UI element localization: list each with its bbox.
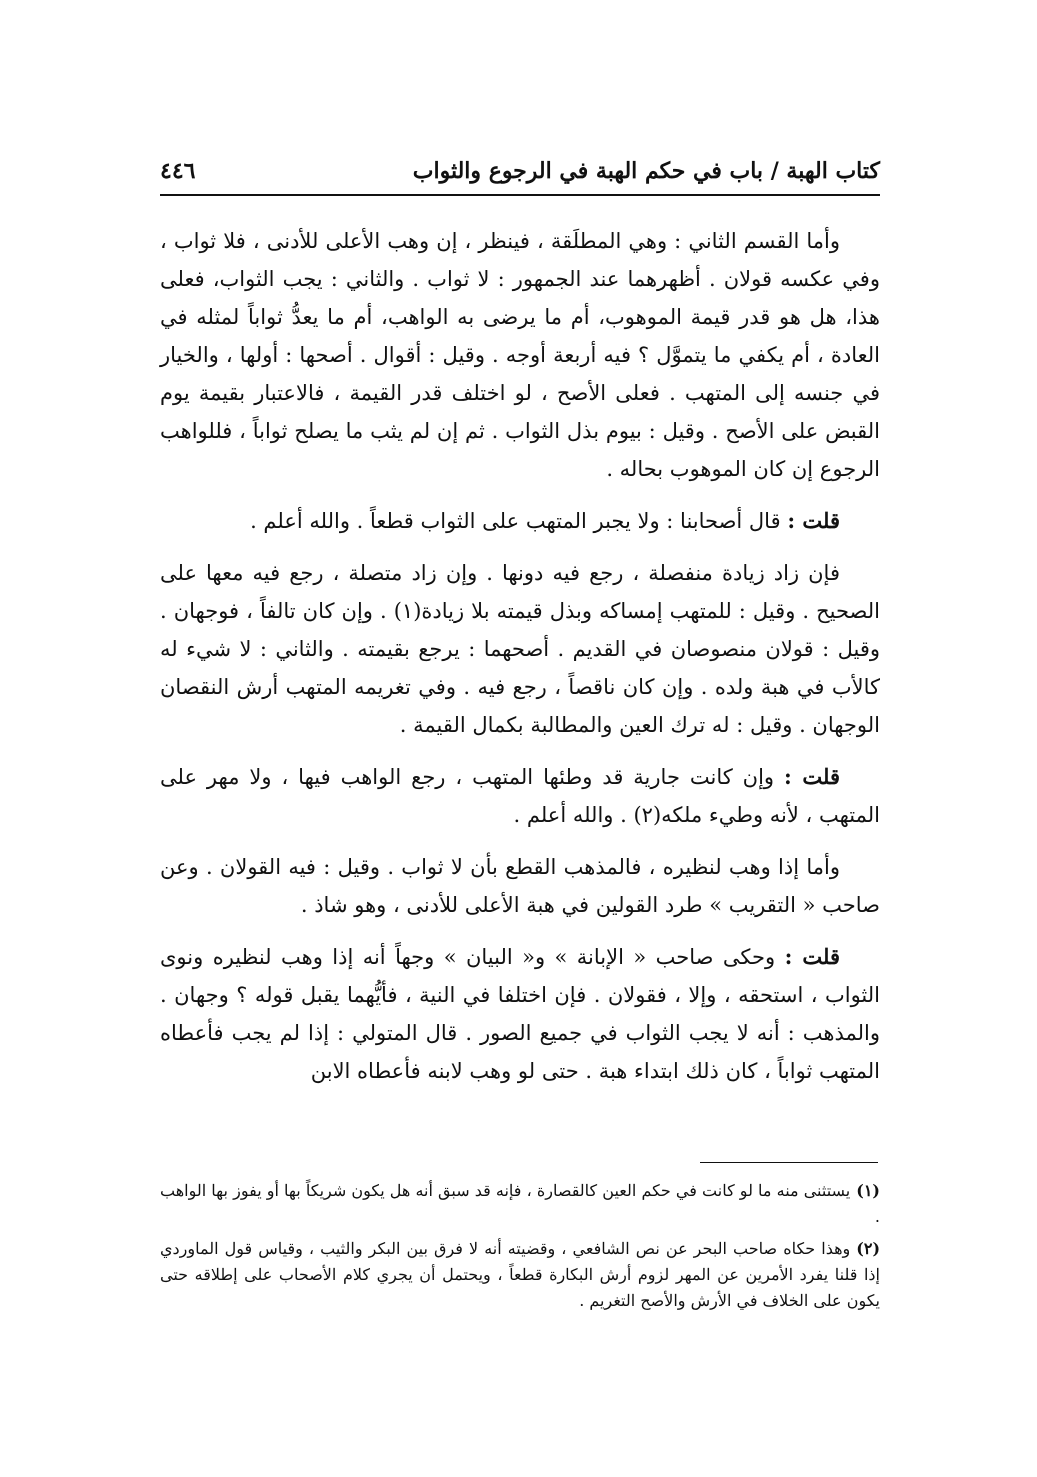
paragraph: فإن زاد زيادة منفصلة ، رجع فيه دونها . وإن زاد متصلة ، رجع فيه معها على الصحيح . وقيل : للمتهب إمساكه وبذل قيمته بلا زيادة(١) . وإن كان تالفاً ، فوجهان . وقيل : قولان منصوصان في القديم . أصحهما : يرجع بقيمته . والثاني : لا شيء له كالأب في هبة ولده . وإن كان ناقصاً ، رجع فيه . وفي تغريمه المتهب أرش النقصان الوجهان . وقيل : له ترك العين والمطالبة بكمال القيمة . xyxy=(160,561,880,737)
footnote-text: وهذا حكاه صاحب البحر عن نص الشافعي ، وقضيته أنه لا فرق بين البكر والثيب ، وقياس قول الماوردي إذا قلنا يفرد الأمرين عن المهر لزوم أرش البكارة قطعاً ، ويحتمل أن يجري كلام الأصحاب على إطلاقه حتى يكون على الخلاف في الأرش والأصح التغريم . xyxy=(160,1239,880,1310)
footnote-number: (١) xyxy=(856,1181,880,1200)
footnote-text: يستثنى منه ما لو كانت في حكم العين كالقصارة ، فإنه قد سبق أنه هل يكون شريكاً بها أو يفوز بها الواهب . xyxy=(160,1181,880,1226)
page-number: ٤٤٦ xyxy=(160,158,196,184)
paragraph: قلت : وإن كانت جارية قد وطئها المتهب ، رجع الواهب فيها ، ولا مهر على المتهب ، لأنه وطيء ملكه(٢) . والله أعلم . xyxy=(160,764,880,827)
footnote-rule xyxy=(700,1162,878,1163)
main-text xyxy=(160,222,880,1090)
qultu-label: قلت : xyxy=(787,508,840,533)
running-title: كتاب الهبة / باب في حكم الهبة في الرجوع والثواب xyxy=(412,158,880,184)
paragraph: قلت : قال أصحابنا : ولا يجبر المتهب على الثواب قطعاً . والله أعلم . xyxy=(250,508,840,533)
footnote-number: (٢) xyxy=(856,1239,881,1258)
qultu-label: قلت : xyxy=(784,764,840,789)
footnotes xyxy=(160,1178,880,1320)
footnote xyxy=(160,1236,880,1314)
paragraph: قلت : وحكى صاحب « الإبانة » و« البيان » وجهاً أنه إذا وهب لنظيره ونوى الثواب ، استحقه ، وإلا ، فقولان . فإن اختلفا في النية ، فأيُّهما يقبل قوله ؟ وجهان . والمذهب : أنه لا يجب الثواب في جميع الصور . قال المتولي : إذا لم يجب فأعطاه المتهب ثواباً ، كان ذلك ابتداء هبة . حتى لو وهب لابنه فأعطاه الابن xyxy=(160,944,880,1083)
footnote xyxy=(160,1178,880,1230)
page-header xyxy=(160,150,880,192)
qultu-label: قلت : xyxy=(784,944,840,969)
header-rule xyxy=(160,194,880,196)
paragraph: وأما إذا وهب لنظيره ، فالمذهب القطع بأن لا ثواب . وقيل : فيه القولان . وعن صاحب « التقريب » طرد القولين في هبة الأعلى للأدنى ، وهو شاذ . xyxy=(160,855,880,917)
paragraph: وأما القسم الثاني : وهي المطلَقة ، فينظر ، إن وهب الأعلى للأدنى ، فلا ثواب ، وفي عكسه قولان . أظهرهما عند الجمهور : لا ثواب . والثاني : يجب الثواب، فعلى هذا، هل هو قدر قيمة الموهوب، أم ما يرضى به الواهب، أم ما يعدُّ ثواباً لمثله في العادة ، أم يكفي ما يتموَّل ؟ فيه أربعة أوجه . وقيل : أقوال . أصحها : أولها ، والخيار في جنسه إلى المتهب . فعلى الأصح ، لو اختلف قدر القيمة ، فالاعتبار بقيمة يوم القبض على الأصح . وقيل : بيوم بذل الثواب . ثم إن لم يثب ما يصلح ثواباً ، فللواهب الرجوع إن كان الموهوب بحاله . xyxy=(160,229,880,481)
